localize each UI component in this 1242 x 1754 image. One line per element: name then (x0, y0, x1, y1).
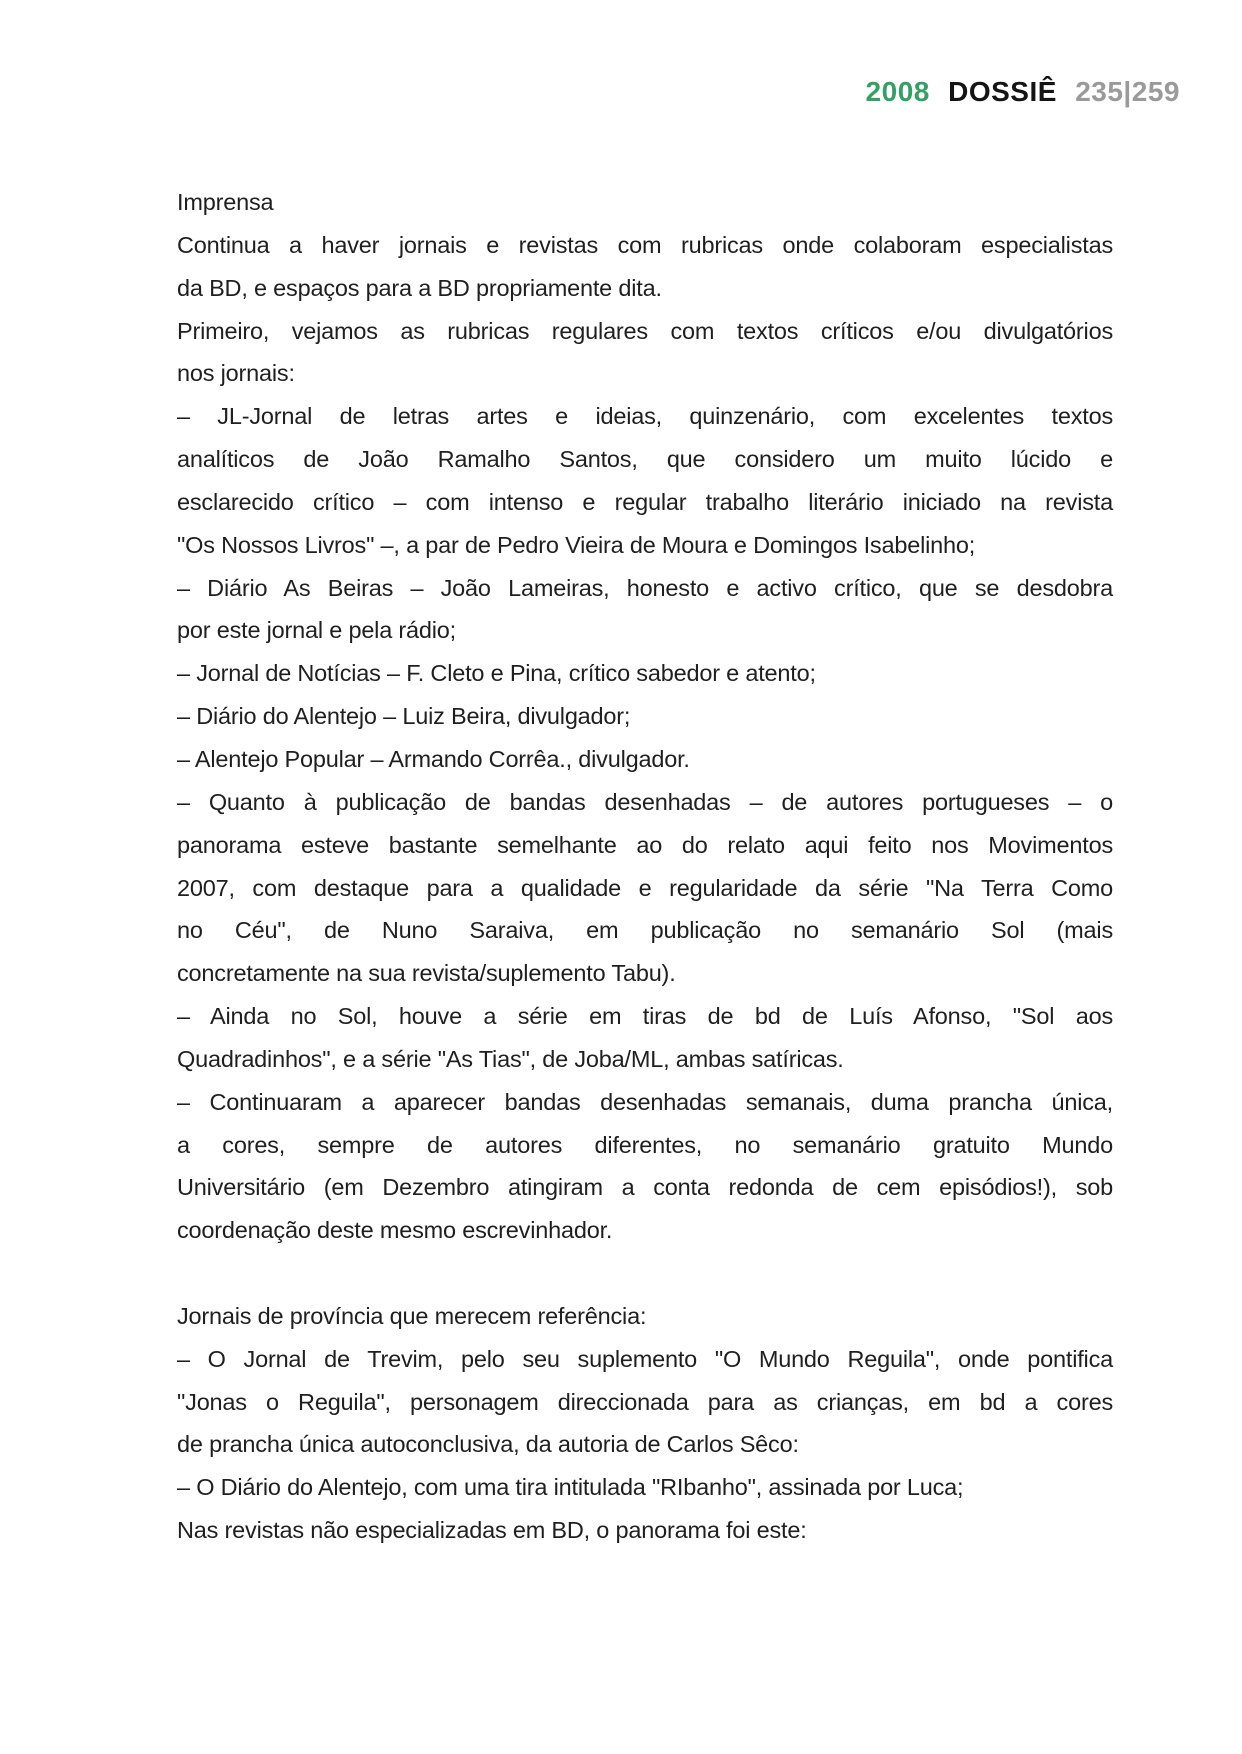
text-line: – Diário As Beiras – João Lameiras, honesto e activo crítico, que se desdobra (177, 574, 1113, 601)
paragraph-spacer (177, 1252, 1113, 1295)
text-line: nos jornais: (177, 360, 295, 387)
text-line: – Jornal de Notícias – F. Cleto e Pina, crítico sabedor e atento; (177, 660, 816, 687)
text-line: Universitário (em Dezembro atingiram a conta redonda de cem episódios!), sob (177, 1174, 1113, 1201)
text-line: – O Diário do Alentejo, com uma tira intitulada "RIbanho", assinada por Luca; (177, 1474, 964, 1501)
text-line: "Jonas o Reguila", personagem direccionada para as crianças, em bd a cores (177, 1388, 1113, 1415)
text-line: Jornais de província que merecem referência: (177, 1302, 647, 1329)
text-line: Continua a haver jornais e revistas com rubricas onde colaboram especialistas (177, 231, 1113, 258)
text-line: a cores, sempre de autores diferentes, no semanário gratuito Mundo (177, 1131, 1113, 1158)
text-line: no Céu", de Nuno Saraiva, em publicação no semanário Sol (mais (177, 917, 1113, 944)
text-line: concretamente na sua revista/suplemento Tabu). (177, 960, 676, 987)
text-line: – Quanto à publicação de bandas desenhadas – de autores portugueses – o (177, 788, 1113, 815)
text-line: esclarecido crítico – com intenso e regular trabalho literário iniciado na revista (177, 488, 1113, 515)
text-line: "Os Nossos Livros" –, a par de Pedro Vieira de Moura e Domingos Isabelinho; (177, 531, 976, 558)
text-line: – Alentejo Popular – Armando Corrêa., divulgador. (177, 745, 690, 772)
text-line: panorama esteve bastante semelhante ao do relato aqui feito nos Movimentos (177, 831, 1113, 858)
text-line: – Continuaram a aparecer bandas desenhadas semanais, duma prancha única, (177, 1088, 1113, 1115)
text-line: – O Jornal de Trevim, pelo seu suplemento "O Mundo Reguila", onde pontifica (177, 1345, 1113, 1372)
document-body (177, 181, 1113, 1552)
text-line: – JL-Jornal de letras artes e ideias, quinzenário, com excelentes textos (177, 403, 1113, 430)
header-year: 2008 (865, 76, 930, 107)
header-title: DOSSIÊ (948, 76, 1057, 107)
text-line: Quadradinhos", e a série "As Tias", de Joba/ML, ambas satíricas. (177, 1045, 844, 1072)
page-header (0, 76, 1180, 108)
text-line: de prancha única autoconclusiva, da autoria de Carlos Sêco: (177, 1431, 799, 1458)
text-line: Imprensa (177, 189, 274, 215)
text-line: Primeiro, vejamos as rubricas regulares com textos críticos e/ou divulgatórios (177, 317, 1113, 344)
header-page-range: 235|259 (1075, 76, 1180, 107)
text-line: analíticos de João Ramalho Santos, que considero um muito lúcido e (177, 446, 1113, 473)
text-line: – Diário do Alentejo – Luiz Beira, divulgador; (177, 703, 631, 730)
text-line: – Ainda no Sol, houve a série em tiras de bd de Luís Afonso, "Sol aos (177, 1003, 1113, 1030)
text-line: Nas revistas não especializadas em BD, o panorama foi este: (177, 1517, 807, 1544)
text-line: coordenação deste mesmo escrevinhador. (177, 1217, 613, 1244)
text-line: da BD, e espaços para a BD propriamente dita. (177, 274, 662, 301)
text-line: 2007, com destaque para a qualidade e regularidade da série "Na Terra Como (177, 874, 1113, 901)
text-line: por este jornal e pela rádio; (177, 617, 456, 644)
